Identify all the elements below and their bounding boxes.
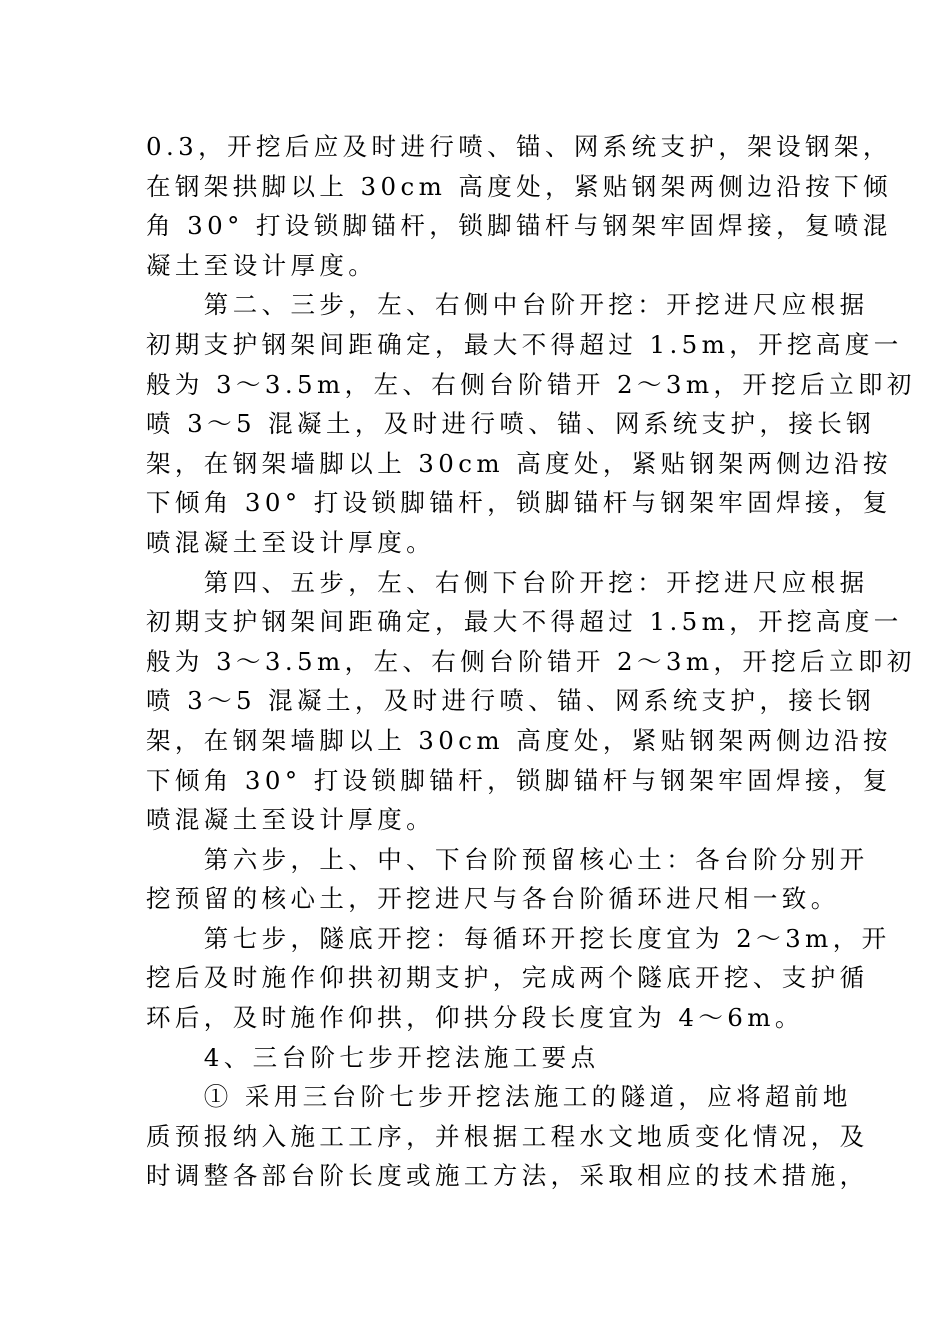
text-line: 下倾角 30° 打设锁脚锚杆，锁脚锚杆与钢架牢固焊接，复 (146, 488, 892, 518)
text-line: 喷 3～5 混凝土，及时进行喷、锚、网系统支护，接长钢 (146, 686, 876, 716)
text-line: 喷 3～5 混凝土，及时进行喷、锚、网系统支护，接长钢 (146, 409, 876, 439)
text-line: 环后，及时施作仰拱，仰拱分段长度宜为 4～6m。 (146, 1003, 804, 1033)
text-line: 初期支护钢架间距确定，最大不得超过 1.5m，开挖高度一 (146, 607, 903, 637)
text-line: 挖预留的核心土，开挖进尺与各台阶循环进尺相一致。 (146, 884, 840, 914)
text-line: 初期支护钢架间距确定，最大不得超过 1.5m，开挖高度一 (146, 329, 903, 359)
text-line: 在钢架拱脚以上 30cm 高度处，紧贴钢架两侧边沿按下倾 (146, 171, 892, 201)
text-line: 时调整各部台阶长度或施工方法，采取相应的技术措施， (146, 1161, 869, 1191)
text-line: 架，在钢架墙脚以上 30cm 高度处，紧贴钢架两侧边沿按 (146, 448, 892, 478)
text-line: 角 30° 打设锁脚锚杆，锁脚锚杆与钢架牢固焊接，复喷混 (146, 211, 892, 241)
text-line: 架，在钢架墙脚以上 30cm 高度处，紧贴钢架两侧边沿按 (146, 725, 892, 755)
text-line: 般为 3～3.5m，左、右侧台阶错开 2～3m，开挖后立即初 (146, 646, 916, 676)
text-line: 凝土至设计厚度。 (146, 250, 378, 280)
text-line: 4、三台阶七步开挖法施工要点 (146, 1042, 600, 1072)
text-line: 喷混凝土至设计厚度。 (146, 805, 435, 835)
text-line: 0.3，开挖后应及时进行喷、锚、网系统支护，架设钢架， (146, 132, 892, 161)
text-line: ① 采用三台阶七步开挖法施工的隧道，应将超前地 (146, 1082, 852, 1112)
text-line: 第六步，上、中、下台阶预留核心土：各台阶分别开 (146, 844, 869, 874)
body-text (146, 127, 916, 1196)
text-line: 般为 3～3.5m，左、右侧台阶错开 2～3m，开挖后立即初 (146, 369, 916, 399)
text-line: 喷混凝土至设计厚度。 (146, 527, 435, 557)
text-line: 第七步，隧底开挖：每循环开挖长度宜为 2～3m，开 (146, 923, 891, 953)
text-line: 下倾角 30° 打设锁脚锚杆，锁脚锚杆与钢架牢固焊接，复 (146, 765, 892, 795)
text-line: 挖后及时施作仰拱初期支护，完成两个隧底开挖、支护循 (146, 963, 869, 993)
text-line: 第四、五步，左、右侧下台阶开挖：开挖进尺应根据 (146, 567, 869, 597)
text-line: 第二、三步，左、右侧中台阶开挖：开挖进尺应根据 (146, 290, 869, 320)
text-line: 质预报纳入施工工序，并根据工程水文地质变化情况，及 (146, 1121, 869, 1151)
